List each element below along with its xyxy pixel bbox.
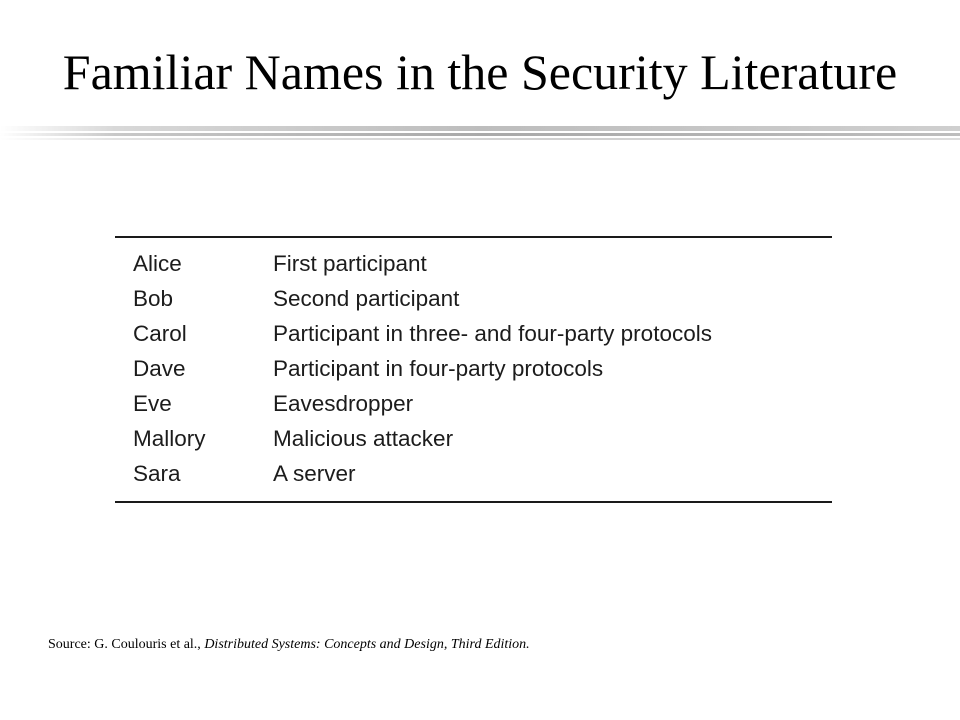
table-bottom-rule	[115, 501, 832, 503]
participant-name: Carol	[133, 321, 187, 346]
title-divider-bar	[0, 138, 960, 140]
table-row	[115, 421, 712, 456]
participant-role: A server	[273, 461, 356, 486]
names-table	[115, 246, 712, 491]
title-divider-bar	[0, 126, 960, 131]
table-top-rule	[115, 236, 832, 238]
slide-title: Familiar Names in the Security Literature	[62, 44, 898, 100]
participant-name: Bob	[133, 286, 174, 311]
participant-name: Alice	[133, 251, 182, 276]
source-book-title: Distributed Systems: Concepts and Design, Third Edition.	[204, 637, 530, 652]
participant-role: Malicious attacker	[273, 426, 454, 451]
table-row	[115, 281, 712, 316]
title-divider	[0, 126, 960, 144]
source-prefix: Source: G. Coulouris et al.,	[48, 637, 205, 652]
participant-name: Dave	[133, 356, 186, 381]
table-row	[115, 386, 712, 421]
participant-role: Eavesdropper	[273, 391, 414, 416]
participant-role: Participant in three- and four-party protocols	[273, 321, 712, 346]
table-row	[115, 316, 712, 351]
participant-role: Participant in four-party protocols	[273, 356, 604, 381]
participant-name: Mallory	[133, 426, 206, 451]
participant-name: Eve	[133, 391, 172, 416]
participant-role: First participant	[273, 251, 427, 276]
participant-role: Second participant	[273, 286, 460, 311]
participant-name: Sara	[133, 461, 181, 486]
table-row	[115, 246, 712, 281]
source-citation	[48, 636, 530, 654]
table-row	[115, 351, 712, 386]
table-row	[115, 456, 712, 491]
names-table-figure	[115, 236, 832, 503]
title-divider-bar	[0, 133, 960, 136]
